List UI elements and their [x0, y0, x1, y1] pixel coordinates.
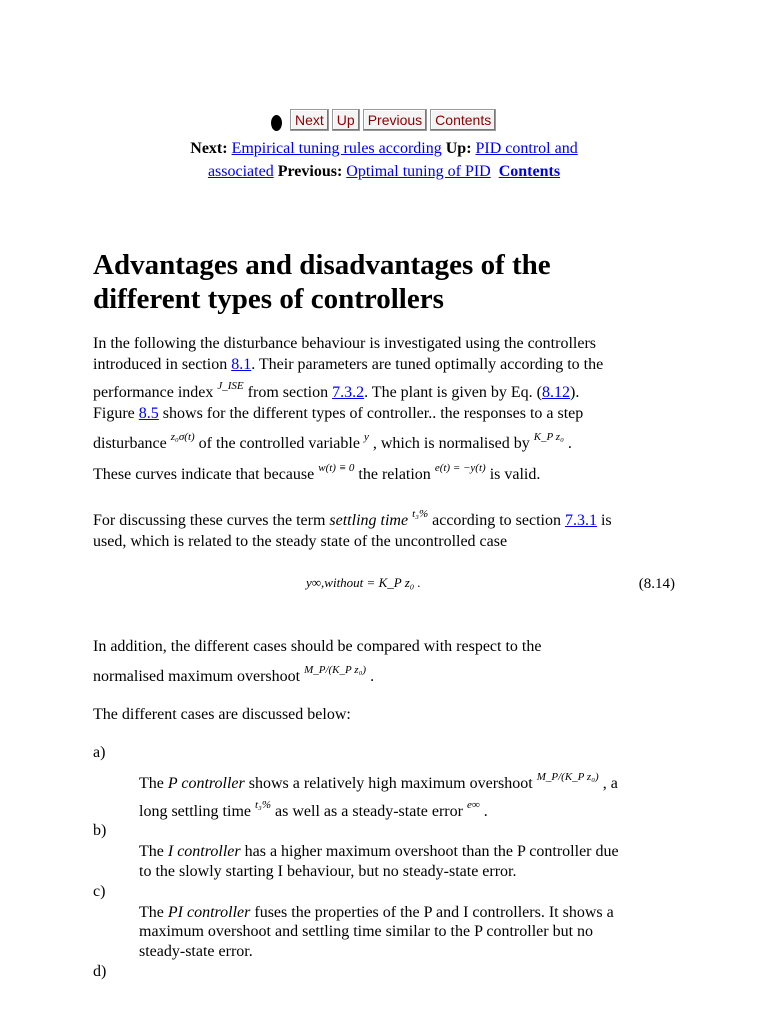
text: of the controlled variable — [198, 435, 360, 452]
previous-link[interactable]: Optimal tuning of PID — [346, 163, 491, 180]
up-label: Up: — [445, 140, 472, 157]
math-jise: J_ISE — [217, 380, 244, 392]
text: The — [139, 904, 168, 921]
navigation-buttons — [271, 108, 496, 132]
text: as well as a steady-state error — [275, 803, 463, 820]
text: performance index — [93, 384, 214, 401]
math-mp-a: M_P/(K_P z₀) — [536, 771, 599, 783]
text: long settling time — [139, 803, 251, 820]
case-b-line1 — [139, 842, 669, 862]
previous-label: Previous: — [277, 163, 343, 180]
text: normalised maximum overshoot — [93, 668, 301, 685]
page-title — [93, 248, 693, 316]
text: from section — [247, 384, 333, 401]
nav-line-2 — [0, 160, 768, 183]
section-link-7-3-1[interactable]: 7.3.1 — [564, 512, 597, 529]
equation-8-14: y∞,without = K_P z₀ . — [306, 575, 421, 590]
previous-button[interactable]: Previous — [363, 109, 427, 131]
para1-line4 — [93, 404, 673, 424]
text: fuses the properties of the P and I controllers. It shows a — [250, 904, 614, 921]
term-pi-controller: PI controller — [167, 904, 251, 921]
case-a-line1 — [139, 771, 669, 795]
next-label: Next: — [190, 140, 228, 157]
para1-line1: In the following the disturbance behaviour is investigated using the controllers — [93, 335, 596, 352]
math-z0-sigma: z₀σ(t) — [170, 431, 195, 443]
math-w-zero: w(t) ≡ 0 — [318, 462, 355, 474]
case-a-line2 — [139, 799, 669, 823]
text: These curves indicate that because — [93, 466, 315, 483]
text: disturbance — [93, 435, 167, 452]
text: introduced in section — [93, 356, 232, 373]
math-t3: t₃% — [412, 508, 429, 520]
text: Figure — [93, 405, 139, 422]
para1-line3 — [93, 380, 673, 404]
title-line-2: different types of controllers — [93, 283, 444, 315]
term-settling-time: settling time — [329, 512, 409, 529]
contents-button[interactable]: Contents — [430, 109, 496, 131]
title-line-1: Advantages and disadvantages of the — [93, 249, 551, 281]
text: The — [139, 843, 168, 860]
case-c-line3: steady-state error. — [139, 943, 253, 960]
equation-number: (8.14) — [638, 576, 675, 592]
bullet-icon — [271, 115, 282, 131]
nav-line-1 — [0, 137, 768, 160]
up-link-continued[interactable]: associated — [207, 163, 274, 180]
case-b-line2: to the slowly starting I behaviour, but no steady-state error. — [139, 863, 517, 880]
next-link[interactable]: Empirical tuning rules according — [231, 140, 442, 157]
text: . — [483, 803, 488, 820]
text: is — [596, 512, 612, 529]
case-d-label: d) — [93, 963, 107, 980]
section-link-8-1[interactable]: 8.1 — [231, 356, 252, 373]
case-a-label: a) — [93, 744, 106, 761]
math-mp-normalised: M_P/(K_P z₀) — [304, 664, 367, 676]
para3-line1: In addition, the different cases should be compared with respect to the — [93, 638, 542, 655]
up-button[interactable]: Up — [332, 109, 360, 131]
text: , a — [602, 775, 618, 792]
next-button[interactable]: Next — [290, 109, 329, 131]
text: . — [567, 435, 572, 452]
para3-line2 — [93, 664, 673, 688]
contents-link[interactable]: Contents — [498, 163, 561, 180]
para1-line5 — [93, 431, 673, 455]
para2-line1 — [93, 508, 673, 532]
text: , which is normalised by — [372, 435, 530, 452]
figure-link-8-5[interactable]: 8.5 — [138, 405, 159, 422]
section-link-7-3-2[interactable]: 7.3.2 — [332, 384, 365, 401]
case-c-line2: maximum overshoot and settling time similar to the P controller but no — [139, 923, 594, 940]
term-i-controller: I controller — [167, 843, 241, 860]
para4: The different cases are discussed below: — [93, 706, 351, 723]
math-y: y — [363, 431, 369, 443]
math-kp-z0: K_P z₀ — [533, 431, 564, 443]
text: is valid. — [489, 466, 541, 483]
para1-line2 — [93, 355, 673, 375]
para1-line6 — [93, 462, 673, 486]
case-c-label: c) — [93, 883, 106, 900]
up-link[interactable]: PID control and — [475, 140, 578, 157]
case-c-line1 — [139, 903, 669, 923]
text: . The plant is given by Eq. ( — [364, 384, 542, 401]
term-p-controller: P controller — [167, 775, 245, 792]
text: . Their parameters are tuned optimally according to the — [251, 356, 604, 373]
math-e-inf: e∞ — [466, 799, 480, 811]
text: . — [370, 668, 375, 685]
text: shows for the different types of controller.. the responses to a step — [158, 405, 584, 422]
equation-link-8-12[interactable]: 8.12 — [541, 384, 570, 401]
text: ). — [569, 384, 580, 401]
math-t3-a: t₃% — [255, 799, 272, 811]
case-b-label: b) — [93, 822, 107, 839]
text: For discussing these curves the term — [93, 512, 330, 529]
text: the relation — [358, 466, 431, 483]
para2-line2: used, which is related to the steady state of the uncontrolled case — [93, 533, 508, 550]
math-e-relation: e(t) = −y(t) — [434, 462, 486, 474]
text: has a higher maximum overshoot than the P controller due — [240, 843, 619, 860]
text: The — [139, 775, 168, 792]
text: according to section — [432, 512, 565, 529]
text: shows a relatively high maximum overshoot — [244, 775, 533, 792]
